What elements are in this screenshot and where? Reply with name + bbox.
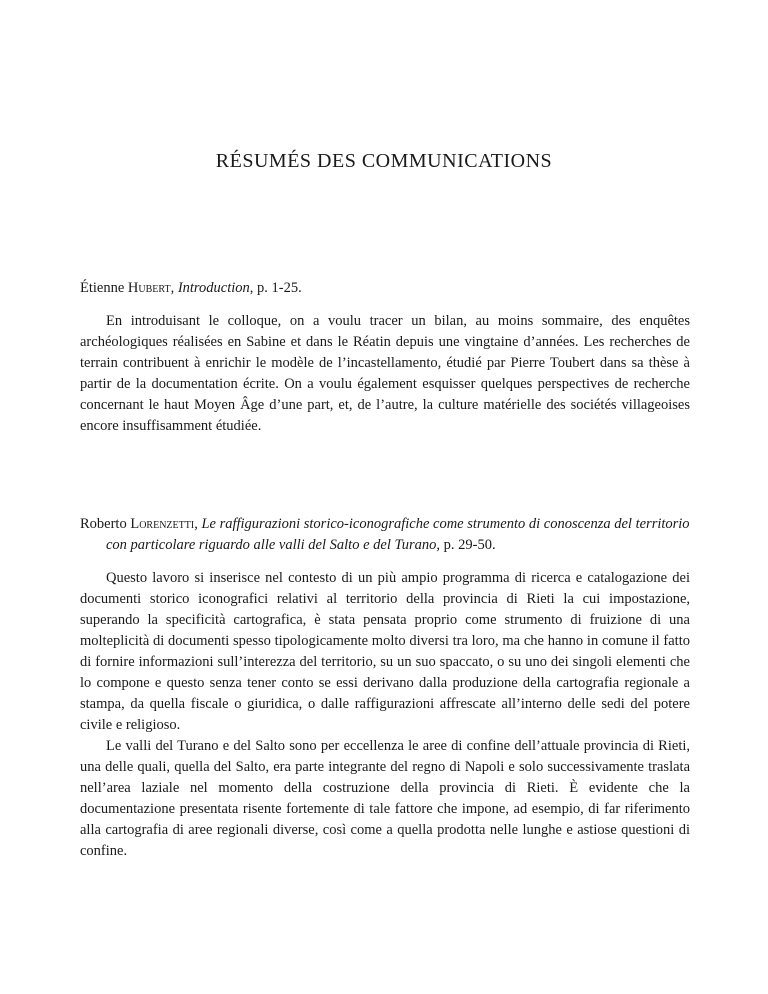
page-range: , p. 1-25. [249,280,302,296]
author-last-name: Hubert [127,280,171,296]
work-title: Introduction [177,280,250,296]
author-last-name: Lorenzetti [130,516,195,532]
page-range: , p. 29-50. [436,537,496,553]
abstract-entry [80,278,690,437]
author-first-name: Roberto [80,516,127,532]
page-title: RÉSUMÉS DES COMMUNICATIONS [215,150,553,172]
abstract-entry [80,514,690,862]
author-first-name: Étienne [80,280,125,296]
work-title: Le raffigurazioni storico-iconografiche come strumento di conoscenza del territorio con particolare riguardo alle valli del Salto e del Turano [106,516,690,553]
abstract-paragraph: Questo lavoro si inserisce nel contesto di un più ampio programma di ricerca e catalogazione dei documenti storico iconografici relativi al territorio della provincia di Rieti la cui impostazione, superando la specificità cartografica, è stata pensata proprio come strumento di fruizione di una molteplicità di documenti spesso tipologicamente molto diversi tra loro, ma che hanno in comune il fatto di fornire informazioni sull’interezza del territorio, su un suo spaccato, o su uno dei singoli elementi che lo compone e questo senza tener conto se essi derivano dalla produzione della cartografia regionale a stampa, da quella fiscale o giuridica, o dalle raffigurazioni affrescate all’interno delle sedi del potere civile e religioso. [80,570,690,733]
entry-heading: Étienne Hubert, Introduction, p. 1-25. [80,280,302,296]
abstract-paragraph: Le valli del Turano e del Salto sono per eccellenza le aree di confine dell’attuale provincia di Rieti, una delle quali, quella del Salto, era parte integrante del regno di Napoli e solo successivamente traslata nell’area laziale nel momento della costruzione della provincia di Rieti. È evidente che la documentazione presentata risente fortemente di tale fattore che impone, ad esempio, di far riferimento alla cartografia di aree regionali diverse, così come a quella prodotta nelle lunghe e astiose questioni di confine. [80,738,690,859]
abstract-paragraph: En introduisant le colloque, on a voulu tracer un bilan, au moins sommaire, des enquêtes archéologiques réalisées en Sabine et dans le Réatin depuis une vingtaine d’années. Les recherches de terrain contribuent à enrichir le modèle de l’incastellamento, étudié par Pierre Toubert dans sa thèse à partir de la documentation écrite. On a voulu également esquisser quelques perspectives de recherche concernant le haut Moyen Âge d’une part, et, de l’autre, la culture matérielle des sociétés villageoises encore insuffisamment étudiée. [80,313,690,434]
entry-heading: Roberto Lorenzetti, Le raffigurazioni storico-iconografiche come strumento di conoscenza del territorio con particolare riguardo alle valli del Salto e del Turano, p. 29-50. [80,516,690,553]
